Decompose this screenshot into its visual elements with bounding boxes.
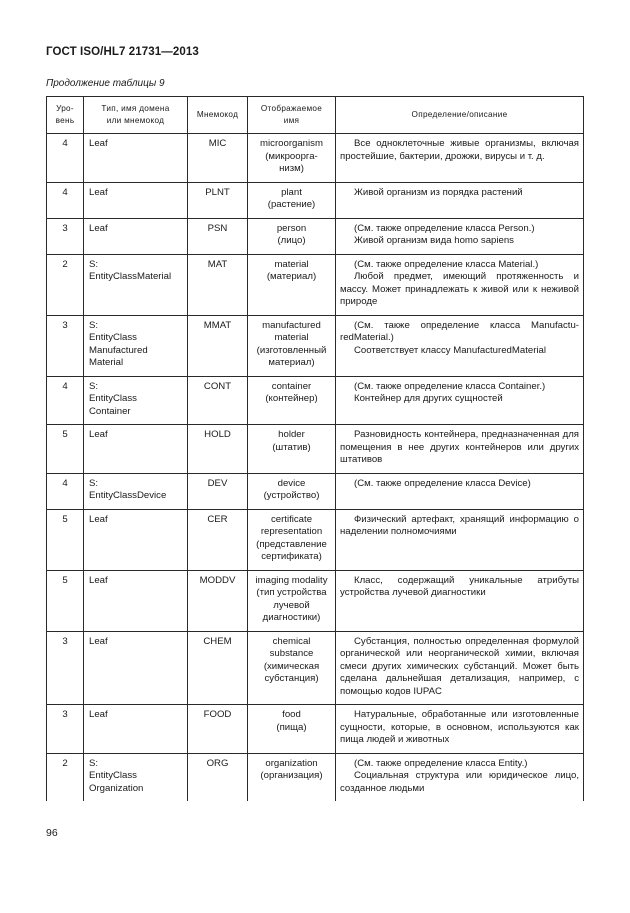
display-name-cell (248, 182, 336, 218)
cell-line: representation (260, 526, 323, 537)
definition-cell (336, 473, 584, 509)
cell-line: (растение) (267, 199, 316, 210)
cell-line: Organization (89, 782, 144, 794)
cell-line: EntityClass (89, 332, 137, 343)
cell-line: (тип устройства (256, 587, 327, 598)
cell-line: (штатив) (272, 441, 311, 453)
table-caption: Продолжение таблицы 9 (46, 78, 165, 89)
cell-line: material (274, 258, 309, 270)
table-row (47, 254, 584, 315)
mnemonic-cell: CER (188, 509, 248, 570)
cell-line: (контейнер) (265, 393, 318, 404)
cell-line: Leaf (89, 574, 108, 586)
cell-line: субстанция) (264, 673, 319, 684)
cell-line: Разновидность контейнера, предназначенная для помещения в нее других контейнеров или других штативов (340, 429, 579, 465)
cell-line: certificate (270, 513, 313, 525)
definition-cell (336, 134, 584, 183)
domain-name-cell (84, 315, 188, 376)
level-cell: 3 (47, 218, 84, 254)
cell-line: (См. также определение класса Container.) (354, 380, 546, 392)
display-name-cell (248, 631, 336, 705)
cell-line: container (271, 380, 312, 392)
cell-line: EntityClassMaterial (89, 271, 172, 282)
table-row (47, 315, 584, 376)
table-row (47, 218, 584, 254)
display-name-cell (248, 134, 336, 183)
level-cell: 4 (47, 376, 84, 425)
header-level-text: Уро- вень (55, 104, 75, 125)
header-mnemonic-text: Мнемокод (196, 110, 239, 119)
mnemonic-cell: MAT (188, 254, 248, 315)
level-cell: 4 (47, 182, 84, 218)
mnemonic-cell: CHEM (188, 631, 248, 705)
level-cell: 4 (47, 134, 84, 183)
cell-line: S: (89, 477, 99, 489)
header-level (47, 97, 84, 134)
mnemonic-cell: DEV (188, 473, 248, 509)
header-domain-text: Тип, имя домена или мнемокод (101, 104, 170, 125)
level-cell: 5 (47, 509, 84, 570)
definition-cell (336, 376, 584, 425)
cell-line: S: (89, 757, 99, 769)
cell-line: сертификата) (261, 551, 322, 562)
table-row (47, 134, 584, 183)
display-name-cell (248, 218, 336, 254)
cell-line: (химическая (263, 660, 320, 672)
table-header-row (47, 97, 584, 134)
level-cell: 2 (47, 254, 84, 315)
cell-line: device (277, 477, 306, 489)
cell-line: Leaf (89, 635, 108, 647)
cell-line: (лицо) (277, 235, 306, 246)
definition-cell (336, 509, 584, 570)
table-row (47, 631, 584, 705)
cell-line: (микроорга- (265, 150, 318, 162)
mnemonic-cell: FOOD (188, 705, 248, 754)
table-row (47, 753, 584, 801)
level-cell: 3 (47, 631, 84, 705)
cell-line: Соответствует классу ManufacturedMaterial (354, 344, 546, 356)
cell-line: Leaf (89, 186, 108, 198)
domain-name-cell (84, 631, 188, 705)
domain-name-cell (84, 182, 188, 218)
header-display-name (248, 97, 336, 134)
cell-line: imaging modality (255, 574, 328, 586)
cell-line: EntityClass (89, 770, 137, 781)
cell-line: Leaf (89, 222, 108, 234)
mnemonic-cell: MIC (188, 134, 248, 183)
cell-line: (См. также определение класса ManufacturedMaterial.) (340, 319, 579, 343)
domain-name-cell (84, 570, 188, 631)
domain-name-cell (84, 376, 188, 425)
level-cell: 4 (47, 473, 84, 509)
cell-line: низм) (279, 163, 304, 174)
domain-name-cell (84, 254, 188, 315)
header-definition-text: Определение/описание (411, 110, 508, 119)
cell-line: лучевой (273, 599, 310, 611)
mnemonic-cell: HOLD (188, 425, 248, 474)
definition-cell (336, 570, 584, 631)
table-row (47, 376, 584, 425)
display-name-cell (248, 753, 336, 801)
cell-line: Социальная структура или юридическое лицо, созданное людьми (340, 770, 579, 794)
display-name-cell (248, 570, 336, 631)
cell-line: S: (89, 258, 99, 270)
domain-name-cell (84, 218, 188, 254)
cell-line: Все одноклеточные живые организмы, включая простейшие, бактерии, дрожжи, вирусы и т. д. (340, 138, 579, 162)
domain-name-cell (84, 509, 188, 570)
definition-cell (336, 425, 584, 474)
display-name-cell (248, 254, 336, 315)
cell-line: материал) (268, 357, 315, 368)
cell-line: Leaf (89, 709, 108, 720)
cell-line: Material (89, 357, 124, 368)
cell-line: Manufactured (89, 344, 148, 356)
page-number: 96 (46, 827, 58, 839)
header-mnemonic (188, 97, 248, 134)
cell-line: EntityClassDevice (89, 490, 167, 501)
table-row (47, 425, 584, 474)
cell-line: manufactured (262, 319, 321, 331)
cell-line: Leaf (89, 138, 108, 149)
cell-line: Класс, содержащий уникальные атрибуты устройства лучевой диагностики (340, 574, 579, 598)
cell-line: (пища) (276, 721, 307, 733)
table-row (47, 570, 584, 631)
cell-line: Живой организм вида homo sapiens (354, 235, 514, 246)
cell-line: food (282, 709, 301, 720)
level-cell: 5 (47, 425, 84, 474)
level-cell: 3 (47, 315, 84, 376)
definition-cell (336, 218, 584, 254)
domain-name-cell (84, 753, 188, 801)
cell-line: Физический артефакт, хранящий информацию о наделении полномочиями (340, 513, 579, 537)
cell-line: (См. также определение класса Device) (354, 477, 531, 489)
mnemonic-cell: MODDV (188, 570, 248, 631)
mnemonic-cell: ORG (188, 753, 248, 801)
cell-line: plant (281, 186, 302, 198)
display-name-cell (248, 509, 336, 570)
level-cell: 3 (47, 705, 84, 754)
cell-line: Leaf (89, 513, 108, 525)
cell-line: (См. также определение класса Person.) (354, 222, 535, 234)
cell-line: substance (269, 648, 314, 659)
cell-line: holder (278, 429, 305, 440)
table-row (47, 473, 584, 509)
display-name-cell (248, 473, 336, 509)
definition-cell (336, 254, 584, 315)
cell-line: (материал) (266, 271, 317, 282)
cell-line: диагностики) (262, 612, 321, 623)
cell-line: (См. также определение класса Entity.) (354, 757, 528, 769)
level-cell: 5 (47, 570, 84, 631)
domain-name-cell (84, 705, 188, 754)
definition-cell (336, 753, 584, 801)
mnemonic-cell: CONT (188, 376, 248, 425)
document-header: ГОСТ ISO/HL7 21731—2013 (46, 46, 199, 58)
cell-line: organization (265, 757, 318, 769)
mnemonic-cell: PLNT (188, 182, 248, 218)
definition-cell (336, 631, 584, 705)
cell-line: (изготовленный (256, 344, 327, 356)
display-name-cell (248, 425, 336, 474)
table-row (47, 705, 584, 754)
header-display-text: Отображаемое имя (260, 104, 323, 125)
domain-name-cell (84, 473, 188, 509)
definition-cell (336, 182, 584, 218)
cell-line: (устройство) (263, 490, 320, 501)
cell-line: person (276, 222, 307, 234)
table-row (47, 182, 584, 218)
table-row (47, 509, 584, 570)
display-name-cell (248, 705, 336, 754)
header-domain (84, 97, 188, 134)
display-name-cell (248, 315, 336, 376)
domain-name-cell (84, 134, 188, 183)
cell-line: Контейнер для других сущностей (354, 393, 503, 404)
cell-line: chemical (272, 635, 311, 647)
cell-line: Субстанция, полностью определенная формулой органической или неорганической химии, включая смеси других химических субстанций. Может быть сделана дальнейшая детализация, например, с помощью кодов IUPAC (340, 635, 579, 697)
cell-line: (организация) (260, 770, 323, 781)
cell-line: Container (89, 405, 131, 417)
domain-name-cell (84, 425, 188, 474)
cell-line: Натуральные, обработанные или изготовленные сущности, которые, в основном, используются как пища людей и животных (340, 709, 579, 745)
cell-line: Живой организм из порядка растений (354, 186, 523, 198)
header-definition (336, 97, 584, 134)
definition-cell (336, 315, 584, 376)
cell-line: microorganism (260, 138, 323, 149)
display-name-cell (248, 376, 336, 425)
mnemonic-cell: MMAT (188, 315, 248, 376)
level-cell: 2 (47, 753, 84, 801)
cell-line: (представление (256, 538, 327, 550)
entity-class-table (46, 96, 584, 801)
definition-cell (336, 705, 584, 754)
cell-line: material (274, 332, 309, 343)
cell-line: Любой предмет, имеющий протяженность и массу. Может принадлежать к живой или к неживой природе (340, 271, 579, 307)
table-body (47, 134, 584, 802)
cell-line: (См. также определение класса Material.) (354, 258, 539, 270)
cell-line: S: (89, 380, 99, 392)
cell-line: EntityClass (89, 393, 137, 404)
cell-line: Leaf (89, 429, 108, 440)
mnemonic-cell: PSN (188, 218, 248, 254)
cell-line: S: (89, 319, 99, 331)
